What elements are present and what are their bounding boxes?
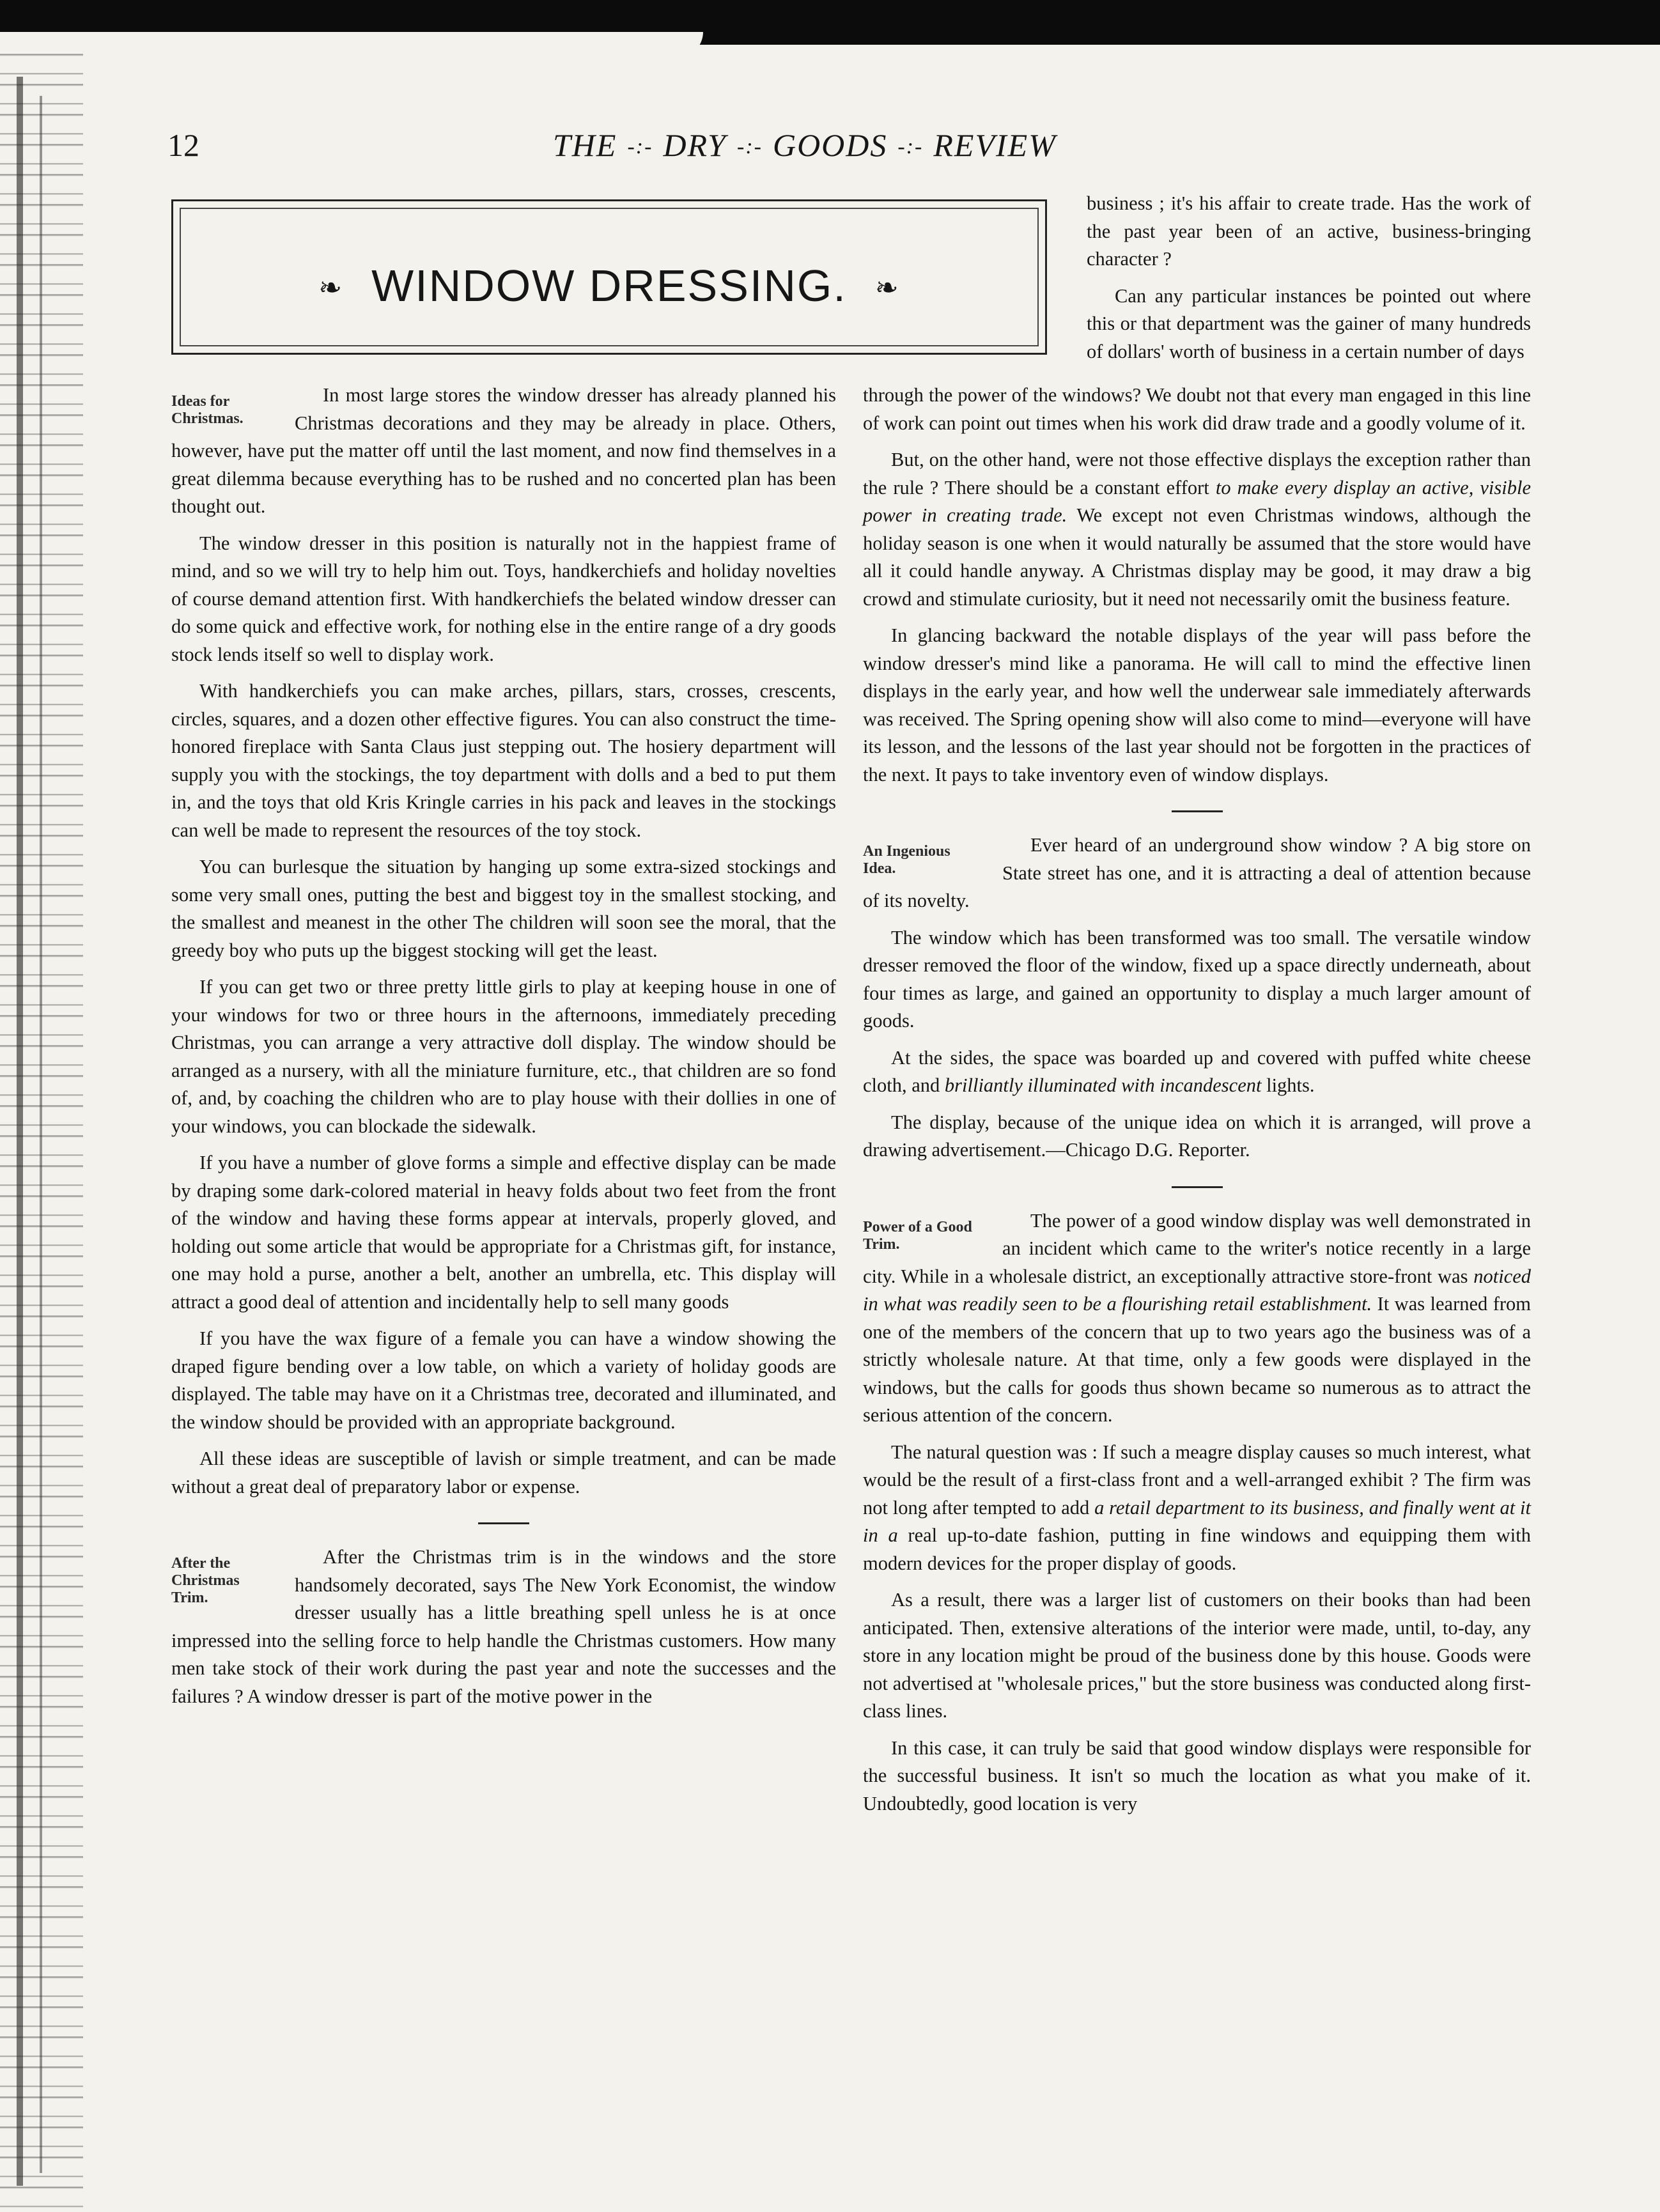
title-box — [171, 199, 1047, 355]
text-run: lights. — [1261, 1074, 1315, 1096]
paragraph: After the Christmas trim is in the windows and the store handsomely decorated, says The New York Economist, the window dresser usually has a little breathing spell unless he is at once impressed into the selling force to help handle the Christmas customers. How many men take stock of their work during the past year and note the successes and the failures ? A window dresser is part of the motive power in the — [171, 1546, 836, 1707]
paragraph — [863, 1439, 1531, 1578]
paragraph: In most large stores the window dresser has already planned his Christmas decorations and they may be already in place. Others, however, have put the matter off until the last moment, and now find themselves in a great dilemma because everything has to be rushed and no concerted plan has been thought out. — [171, 384, 836, 517]
left-column — [171, 382, 836, 1719]
paragraph: You can burlesque the situation by hanging up some extra-sized stockings and some very small ones, putting the best and biggest toy in the smallest stocking, and the smallest and meanest in the other The children will soon see the moral, that the greedy boy who puts up the biggest stocking will get the least. — [171, 856, 836, 961]
sidenote-power-of-a-good-trim: Power of a Good Trim. — [863, 1218, 972, 1253]
text-run: real up-to-date fashion, putting in fine windows and equipping them with modern devices for the proper display of goods. — [863, 1524, 1531, 1574]
paragraph — [863, 446, 1531, 613]
sidenote-after-the-christmas-trim: After the Christmas Trim. — [171, 1555, 240, 1606]
section-divider — [1172, 810, 1223, 812]
right-column — [863, 382, 1531, 1827]
paragraph: As a result, there was a larger list of customers on their books than had been anticipated. Then, extensive alterations of the interior were made, until, to-day, any store in any location might be proud of the business done by this house. Goods were not advertised at "wholesale prices," but the store business was conducted along first-class lines. — [863, 1589, 1531, 1722]
scan-left-edge-line — [17, 77, 23, 2186]
paragraph: All these ideas are susceptible of lavish or simple treatment, and can be made without a great deal of preparatory labor or expense. — [171, 1448, 836, 1497]
sidenote-ideas-for-christmas: Ideas for Christmas. — [171, 393, 244, 427]
text-run: But, on the other hand, were not those effective displays the exception rather than the rule ? There should be a constant effort — [863, 449, 1531, 499]
paragraph: The window which has been transformed was too small. The versatile window dresser removed the floor of the window, fixed up a space directly underneath, about four times as large, and gained an opportunity to display a much larger amount of goods. — [863, 926, 1531, 1032]
running-head-separator: -:- — [737, 135, 763, 159]
running-head-separator: -:- — [897, 135, 924, 159]
section-divider — [478, 1522, 529, 1524]
sidenote-an-ingenious-idea: An Ingenious Idea. — [863, 843, 950, 877]
scan-left-edge-line-2 — [40, 96, 42, 2173]
running-head-separator: -:- — [627, 135, 653, 159]
text-run: The natural question was : If such a meagre display causes so much interest, what would be the result of a first-class front and a well-arranged exhibit ? The firm was not long after tempted to add — [863, 1441, 1531, 1519]
paragraph: If you have the wax figure of a female you can have a window showing the draped figure bending over a low table, on which a variety of holiday goods are displayed. The table may have on it a Christmas tree, decorated and illuminated, and the window should be provided with an appropriate background. — [171, 1327, 836, 1433]
text-run: The power of a good window display was well demonstrated in an incident which came to the writer's notice recently in a large city. While in a wholesale district, an exceptionally attractive store-front was — [863, 1209, 1531, 1287]
scan-top-notch — [0, 32, 703, 58]
paragraph: business ; it's his affair to create trade. Has the work of the past year been of an active, business-bringing character ? — [1087, 192, 1531, 270]
paragraph: through the power of the windows? We doubt not that every man engaged in this line of work can point out times when his work did draw trade and a goodly volume of it. — [863, 384, 1531, 434]
paragraph: In glancing backward the notable displays of the year will pass before the window dresser's mind like a panorama. He will call to mind the effective linen displays in the early year, and how well the underwear sale immediately afterwards was received. The Spring opening show will also come to mind—everyone will have its lesson, and the lessons of the last year should not be forgotten in the practices of the next. It pays to take inventory even of window displays. — [863, 624, 1531, 785]
article-title-text: WINDOW DRESSING. — [371, 261, 847, 311]
paragraph: The display, because of the unique idea on which it is arranged, will prove a drawing advertisement.—Chicago D.G. Reporter. — [863, 1111, 1531, 1161]
running-head-word: REVIEW — [933, 127, 1057, 163]
italic-text: noticed in what was readily seen to be a flourishing retail establishment. — [863, 1265, 1531, 1315]
paragraph: Can any particular instances be pointed out where this or that department was the gainer of many hundreds of dollars' worth of business in a certain number of days — [1087, 284, 1531, 362]
paragraph: With handkerchiefs you can make arches, pillars, stars, crosses, crescents, circles, squares, and a dozen other effective figures. You can also construct the time-honored fireplace with Santa Claus just stepping out. The hosiery department will supply you with the stockings, the toy department with dolls and a bed to put them in, and the toys that old Kris Kringle carries in his pack and leaves in the stockings can well be made to represent the resources of the toy stock. — [171, 680, 836, 841]
paragraph: If you can get two or three pretty little girls to play at keeping house in one of your windows for two or three hours in the afternoons, immediately preceding Christmas, you can arrange a very attractive doll display. The window should be arranged as a nursery, with all the miniature furniture, etc., that children are so fond of, and, by coaching the children who are to play house with their dollies in one of your windows, you can blockade the sidewalk. — [171, 976, 836, 1137]
running-head-word: GOODS — [772, 127, 888, 163]
article-title — [173, 260, 1045, 311]
paragraph: In this case, it can truly be said that good window displays were responsible for the successful business. It isn't so much the location as what you make of it. Undoubtedly, good location is very — [863, 1736, 1531, 1814]
text-run: It was learned from one of the members of the concern that up to two years ago the business was of a strictly wholesale nature. At that time, only a few goods were displayed in the windows, but the calls for goods thus shown became so numerous as to attract the serious attention of the concern. — [863, 1293, 1531, 1426]
fleuron-icon: ❧ — [874, 272, 900, 304]
text-run: We except not even Christmas windows, although the holiday season is one when it would naturally be assumed that the store would have all it could handle anyway. A Christmas display may be good, it may draw a big crowd and stimulate curiosity, but it need not necessarily omit the business feature. — [863, 504, 1531, 610]
paragraph: If you have a number of glove forms a simple and effective display can be made by draping some dark-colored material in heavy folds about two feet from the front of the window and having these forms appear at intervals, properly gloved, and holding out some article that would be appropriate for a Christmas gift, for instance, one may hold a purse, another a belt, another an umbrella, etc. This display will attract a good deal of attention and incidentally help to sell many goods — [171, 1152, 836, 1313]
right-column-top — [1087, 190, 1531, 375]
paragraph — [863, 1044, 1531, 1100]
text-run: At the sides, the space was boarded up and covered with puffed white cheese cloth, and — [863, 1046, 1531, 1096]
page-number: 12 — [167, 127, 199, 163]
fleuron-icon: ❧ — [318, 272, 344, 304]
italic-text: a retail department to its business, and finally went at it in a — [863, 1496, 1531, 1546]
paragraph: Ever heard of an underground show window ? A big store on State street has one, and it is attracting a deal of attention because of its novelty. — [863, 834, 1531, 911]
italic-text: brilliantly illuminated with incandescent — [944, 1074, 1262, 1096]
running-head-word: DRY — [663, 127, 727, 163]
running-head-word: THE — [553, 127, 617, 163]
section-divider — [1172, 1186, 1223, 1188]
running-head — [553, 127, 1057, 164]
paragraph: The window dresser in this position is naturally not in the happiest frame of mind, and so we will try to help him out. Toys, handkerchiefs and holiday novelties of course demand attention first. With handkerchiefs the belated window dresser can do some quick and effective work, for nothing else in the entire range of a dry goods stock lends itself so well to display work. — [171, 532, 836, 665]
italic-text: to make every display an active, visible power in creating trade. — [863, 476, 1531, 526]
